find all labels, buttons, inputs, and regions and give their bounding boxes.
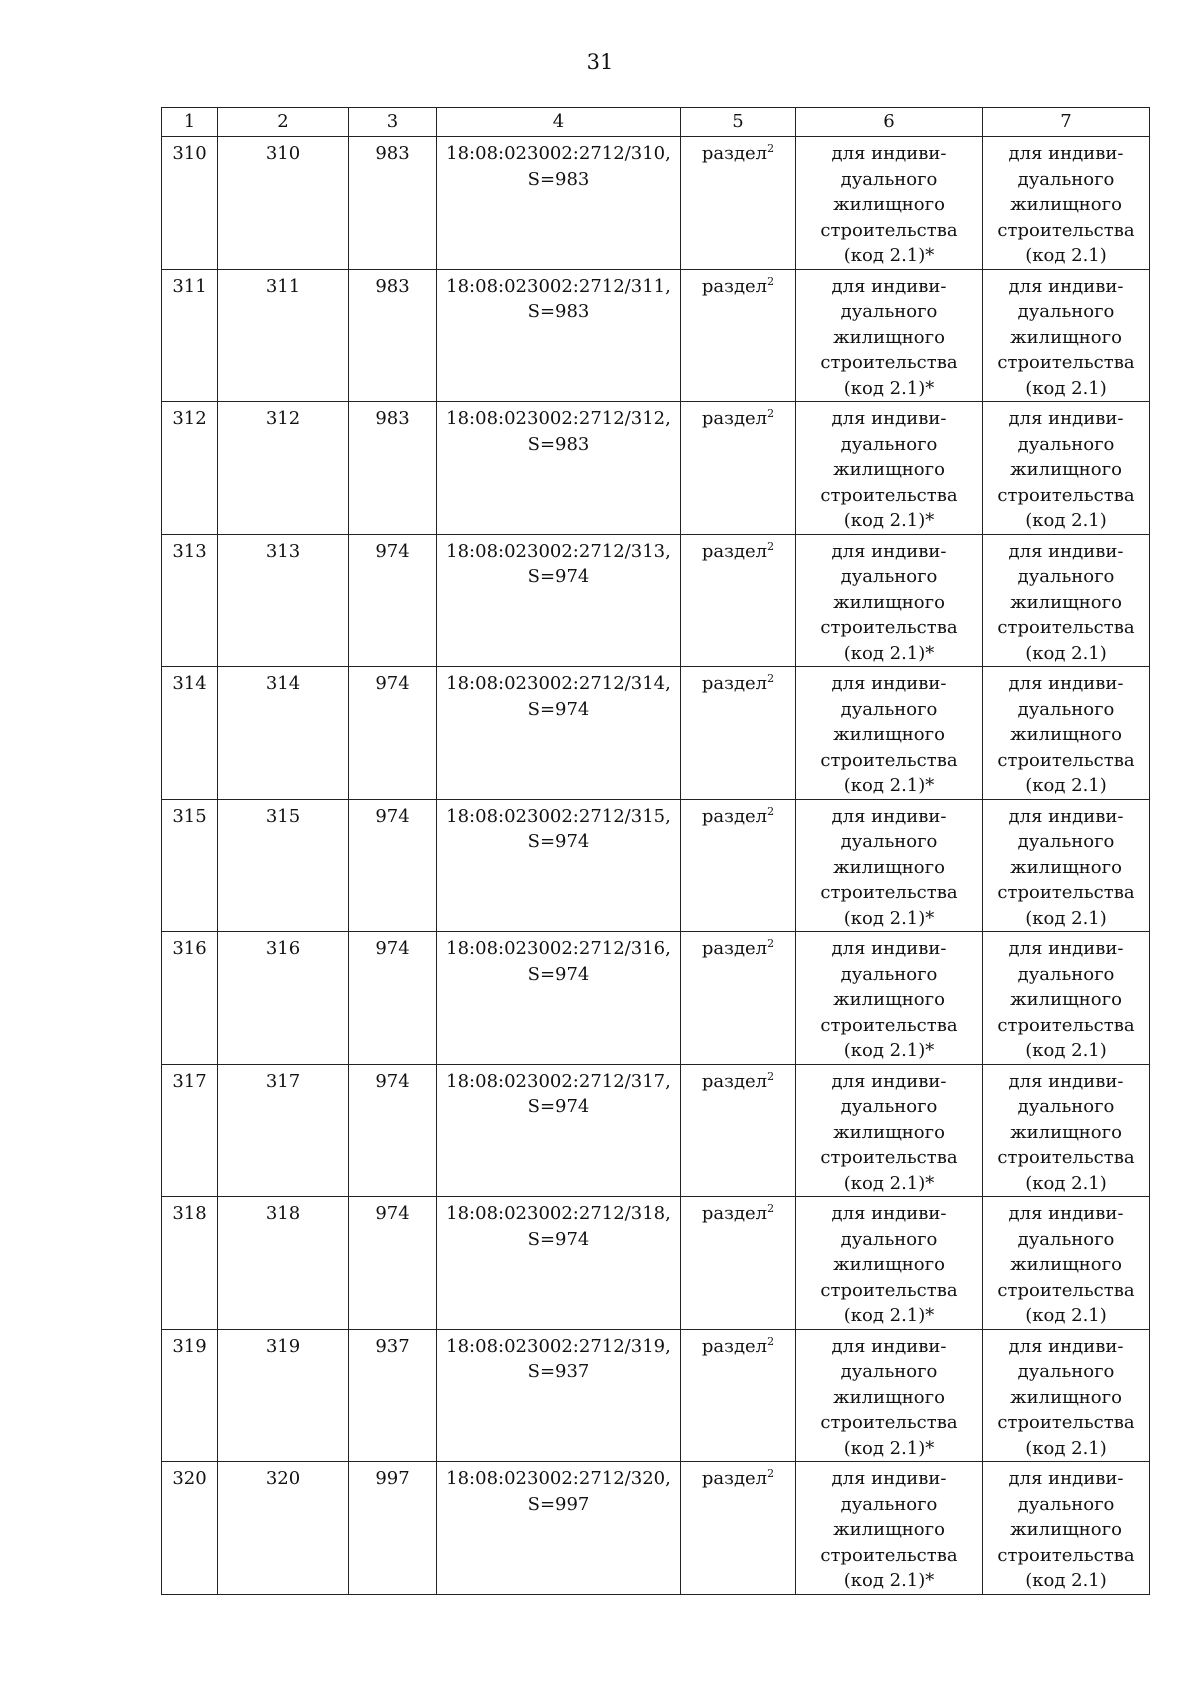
permitted-use-line: для индиви- xyxy=(831,540,947,562)
table-row xyxy=(162,269,1150,402)
formation-method: раздел xyxy=(701,143,768,164)
conditional-number-cell: 316 xyxy=(218,932,349,1065)
formation-method-cell xyxy=(681,534,796,667)
area-label: S=974 xyxy=(527,831,590,852)
land-use-line: (код 2.1) xyxy=(1025,1040,1107,1061)
permitted-use-line: дуального xyxy=(840,1361,938,1382)
land-use-line: строительства xyxy=(997,882,1135,903)
footnote-mark: 2 xyxy=(767,1069,775,1083)
permitted-use-line: (код 2.1)* xyxy=(843,1305,935,1326)
cadastral-number-cell xyxy=(437,402,681,535)
cadastral-number: 18:08:023002:2712/317, xyxy=(446,1070,671,1092)
land-use-line: строительства xyxy=(997,1544,1135,1566)
land-use-line: дуального xyxy=(1017,963,1115,985)
land-use-line: строительства xyxy=(997,749,1135,771)
footnote-mark: 2 xyxy=(767,1202,775,1215)
land-use-line: для индиви- xyxy=(1008,408,1124,429)
plot-number-cell: 312 xyxy=(162,402,218,535)
conditional-number-cell: 310 xyxy=(218,137,349,270)
permitted-use-line: (код 2.1)* xyxy=(843,1172,935,1194)
land-use-line: строительства xyxy=(997,484,1135,506)
land-use-line: (код 2.1) xyxy=(1025,1437,1107,1459)
conditional-number-cell: 317 xyxy=(218,1064,349,1197)
column-header: 1 xyxy=(162,108,218,137)
land-use-line: строительства xyxy=(997,617,1135,638)
land-use-line: дуального xyxy=(1017,1096,1115,1117)
land-use-line: дуального xyxy=(1017,698,1115,720)
land-use-line: дуального xyxy=(1017,301,1115,322)
footnote-mark: 2 xyxy=(767,1467,775,1480)
land-use-line: дуального xyxy=(1017,168,1115,190)
land-use-line: жилищного xyxy=(1010,194,1122,215)
table-body xyxy=(162,137,1150,1595)
permitted-use-line: дуального xyxy=(840,301,938,322)
land-use-line: (код 2.1) xyxy=(1025,642,1107,664)
footnote-mark: 2 xyxy=(767,142,775,155)
permitted-use-cell xyxy=(796,402,983,535)
cadastral-number-cell xyxy=(437,1064,681,1197)
permitted-use-line: жилищного xyxy=(833,856,945,878)
table-row xyxy=(162,799,1150,932)
permitted-use-line: для индиви- xyxy=(831,1070,947,1092)
formation-method: раздел xyxy=(701,275,768,297)
area-label: S=997 xyxy=(527,1493,590,1515)
column-header: 7 xyxy=(983,108,1150,137)
area-cell: 937 xyxy=(349,1329,437,1462)
table-row xyxy=(162,932,1150,1065)
land-use-line: строительства xyxy=(997,352,1135,373)
land-plot-table xyxy=(161,107,1150,1595)
area-cell: 974 xyxy=(349,1197,437,1330)
land-use-line: (код 2.1) xyxy=(1025,245,1107,266)
permitted-use-line: строительства xyxy=(820,882,958,903)
cadastral-number: 18:08:023002:2712/314, xyxy=(446,673,671,694)
permitted-use-cell xyxy=(796,799,983,932)
area-cell: 974 xyxy=(349,799,437,932)
land-use-line: дуального xyxy=(1017,831,1115,852)
plot-number-cell: 318 xyxy=(162,1197,218,1330)
land-use-line: жилищного xyxy=(1010,459,1122,480)
area-cell: 974 xyxy=(349,1064,437,1197)
formation-method: раздел xyxy=(701,673,768,694)
footnote-mark: 2 xyxy=(767,407,775,420)
permitted-use-line: строительства xyxy=(820,1279,958,1301)
permitted-use-line: (код 2.1)* xyxy=(843,245,935,266)
column-header: 2 xyxy=(218,108,349,137)
land-use-line: дуального xyxy=(1017,433,1115,455)
permitted-use-line: строительства xyxy=(820,1014,958,1036)
permitted-use-line: строительства xyxy=(820,1544,958,1566)
land-use-line: для индиви- xyxy=(1008,1203,1124,1224)
land-use-type-cell xyxy=(983,402,1150,535)
land-use-line: (код 2.1) xyxy=(1025,377,1107,399)
permitted-use-line: для индиви- xyxy=(831,673,947,694)
plot-number-cell: 320 xyxy=(162,1462,218,1595)
land-use-line: жилищного xyxy=(1010,989,1122,1010)
area-label: S=974 xyxy=(527,566,590,587)
table-row xyxy=(162,402,1150,535)
permitted-use-line: для индиви- xyxy=(831,805,947,827)
conditional-number-cell: 319 xyxy=(218,1329,349,1462)
land-use-line: дуального xyxy=(1017,566,1115,587)
permitted-use-line: для индиви- xyxy=(831,1468,947,1489)
permitted-use-line: (код 2.1)* xyxy=(843,642,935,664)
permitted-use-cell xyxy=(796,932,983,1065)
permitted-use-line: дуального xyxy=(840,566,938,587)
conditional-number-cell: 314 xyxy=(218,667,349,800)
table-row xyxy=(162,137,1150,270)
cadastral-number-cell xyxy=(437,799,681,932)
land-use-line: дуального xyxy=(1017,1493,1115,1515)
land-use-line: жилищного xyxy=(1010,591,1122,613)
land-use-type-cell xyxy=(983,1064,1150,1197)
permitted-use-line: (код 2.1)* xyxy=(843,1570,935,1591)
land-use-type-cell xyxy=(983,1197,1150,1330)
cadastral-number-cell xyxy=(437,667,681,800)
permitted-use-line: дуального xyxy=(840,168,938,190)
permitted-use-line: жилищного xyxy=(833,1121,945,1143)
permitted-use-line: (код 2.1)* xyxy=(843,377,935,399)
formation-method: раздел xyxy=(701,1070,768,1092)
cadastral-number: 18:08:023002:2712/319, xyxy=(446,1335,671,1357)
footnote-mark: 2 xyxy=(767,672,775,685)
permitted-use-line: дуального xyxy=(840,831,938,852)
permitted-use-line: строительства xyxy=(820,219,958,241)
plot-number-cell: 317 xyxy=(162,1064,218,1197)
permitted-use-line: строительства xyxy=(820,749,958,771)
table-row xyxy=(162,534,1150,667)
permitted-use-line: строительства xyxy=(820,484,958,506)
permitted-use-line: для индиви- xyxy=(831,1335,947,1357)
permitted-use-line: жилищного xyxy=(833,194,945,215)
formation-method-cell xyxy=(681,667,796,800)
land-use-line: строительства xyxy=(997,1279,1135,1301)
column-header: 5 xyxy=(681,108,796,137)
cadastral-number-cell xyxy=(437,534,681,667)
land-use-line: жилищного xyxy=(1010,1254,1122,1275)
column-header: 3 xyxy=(349,108,437,137)
plot-number-cell: 315 xyxy=(162,799,218,932)
formation-method-cell xyxy=(681,269,796,402)
formation-method-cell xyxy=(681,1064,796,1197)
land-use-line: для индиви- xyxy=(1008,1335,1124,1357)
conditional-number-cell: 318 xyxy=(218,1197,349,1330)
formation-method-cell xyxy=(681,1329,796,1462)
conditional-number-cell: 312 xyxy=(218,402,349,535)
conditional-number-cell: 315 xyxy=(218,799,349,932)
footnote-mark: 2 xyxy=(767,804,775,818)
cadastral-number: 18:08:023002:2712/316, xyxy=(446,938,671,959)
permitted-use-cell xyxy=(796,269,983,402)
area-cell: 997 xyxy=(349,1462,437,1595)
footnote-mark: 2 xyxy=(767,274,775,288)
area-cell: 974 xyxy=(349,667,437,800)
permitted-use-line: жилищного xyxy=(833,1254,945,1275)
permitted-use-line: жилищного xyxy=(833,1519,945,1540)
land-use-line: (код 2.1) xyxy=(1025,1172,1107,1194)
land-use-line: для индиви- xyxy=(1008,1070,1124,1092)
cadastral-number-cell xyxy=(437,1197,681,1330)
cadastral-number-cell xyxy=(437,1462,681,1595)
cadastral-number: 18:08:023002:2712/312, xyxy=(446,408,671,429)
cadastral-number-cell xyxy=(437,932,681,1065)
permitted-use-line: жилищного xyxy=(833,1386,945,1408)
table-row xyxy=(162,1462,1150,1595)
permitted-use-line: для индиви- xyxy=(831,143,947,164)
land-use-line: жилищного xyxy=(1010,1121,1122,1143)
permitted-use-line: для индиви- xyxy=(831,1203,947,1224)
area-label: S=974 xyxy=(527,1228,590,1250)
footnote-mark: 2 xyxy=(767,937,775,950)
area-label: S=937 xyxy=(527,1361,590,1382)
formation-method-cell xyxy=(681,1197,796,1330)
footnote-mark: 2 xyxy=(767,1334,775,1348)
land-use-line: строительства xyxy=(997,1014,1135,1036)
land-use-type-cell xyxy=(983,1462,1150,1595)
permitted-use-line: жилищного xyxy=(833,459,945,480)
area-cell: 983 xyxy=(349,402,437,535)
land-use-line: (код 2.1) xyxy=(1025,1305,1107,1326)
cadastral-number-cell xyxy=(437,137,681,270)
permitted-use-line: жилищного xyxy=(833,591,945,613)
permitted-use-cell xyxy=(796,1197,983,1330)
table-row xyxy=(162,1064,1150,1197)
permitted-use-line: строительства xyxy=(820,617,958,638)
land-use-line: для индиви- xyxy=(1008,805,1124,827)
area-label: S=974 xyxy=(527,1096,590,1117)
cadastral-number: 18:08:023002:2712/320, xyxy=(446,1468,671,1489)
column-header: 6 xyxy=(796,108,983,137)
area-label: S=983 xyxy=(527,168,590,190)
land-use-line: строительства xyxy=(997,1147,1135,1168)
permitted-use-line: (код 2.1)* xyxy=(843,1040,935,1061)
land-use-line: дуального xyxy=(1017,1228,1115,1250)
formation-method-cell xyxy=(681,137,796,270)
area-cell: 974 xyxy=(349,932,437,1065)
permitted-use-line: строительства xyxy=(820,1147,958,1168)
land-use-line: для индиви- xyxy=(1008,540,1124,562)
land-use-line: для индиви- xyxy=(1008,143,1124,164)
area-label: S=983 xyxy=(527,433,590,455)
cadastral-number: 18:08:023002:2712/313, xyxy=(446,540,671,562)
permitted-use-line: (код 2.1)* xyxy=(843,510,935,531)
land-use-line: строительства xyxy=(997,1412,1135,1433)
permitted-use-cell xyxy=(796,1462,983,1595)
table-row xyxy=(162,667,1150,800)
land-use-line: для индиви- xyxy=(1008,673,1124,694)
land-use-line: (код 2.1) xyxy=(1025,1570,1107,1591)
cadastral-number-cell xyxy=(437,269,681,402)
land-use-line: строительства xyxy=(997,219,1135,241)
permitted-use-line: жилищного xyxy=(833,724,945,745)
formation-method: раздел xyxy=(701,1335,768,1357)
table-row xyxy=(162,1329,1150,1462)
permitted-use-line: дуального xyxy=(840,698,938,720)
permitted-use-cell xyxy=(796,667,983,800)
formation-method: раздел xyxy=(701,1468,768,1489)
land-use-type-cell xyxy=(983,1329,1150,1462)
land-use-line: для индиви- xyxy=(1008,275,1124,297)
formation-method: раздел xyxy=(701,938,768,959)
land-use-line: жилищного xyxy=(1010,724,1122,745)
land-use-line: жилищного xyxy=(1010,856,1122,878)
plot-number-cell: 319 xyxy=(162,1329,218,1462)
land-use-type-cell xyxy=(983,137,1150,270)
area-label: S=974 xyxy=(527,963,590,985)
formation-method-cell xyxy=(681,1462,796,1595)
permitted-use-cell xyxy=(796,1064,983,1197)
permitted-use-line: для индиви- xyxy=(831,408,947,429)
formation-method: раздел xyxy=(701,1203,768,1224)
cadastral-number: 18:08:023002:2712/315, xyxy=(446,805,671,827)
permitted-use-cell xyxy=(796,137,983,270)
permitted-use-line: дуального xyxy=(840,1228,938,1250)
land-use-type-cell xyxy=(983,799,1150,932)
column-header: 4 xyxy=(437,108,681,137)
plot-number-cell: 311 xyxy=(162,269,218,402)
conditional-number-cell: 320 xyxy=(218,1462,349,1595)
cadastral-number: 18:08:023002:2712/311, xyxy=(446,275,671,297)
permitted-use-line: дуального xyxy=(840,1493,938,1515)
table-header-row xyxy=(162,108,1150,137)
land-use-line: жилищного xyxy=(1010,326,1122,348)
plot-number-cell: 313 xyxy=(162,534,218,667)
land-use-line: для индиви- xyxy=(1008,1468,1124,1489)
formation-method: раздел xyxy=(701,408,768,429)
permitted-use-line: дуального xyxy=(840,433,938,455)
formation-method-cell xyxy=(681,932,796,1065)
cadastral-number-cell xyxy=(437,1329,681,1462)
land-use-line: для индиви- xyxy=(1008,938,1124,959)
land-use-line: (код 2.1) xyxy=(1025,510,1107,531)
plot-number-cell: 314 xyxy=(162,667,218,800)
permitted-use-line: для индиви- xyxy=(831,275,947,297)
land-use-type-cell xyxy=(983,667,1150,800)
area-cell: 974 xyxy=(349,534,437,667)
footnote-mark: 2 xyxy=(767,539,775,553)
permitted-use-line: дуального xyxy=(840,963,938,985)
permitted-use-line: жилищного xyxy=(833,326,945,348)
page-number: 31 xyxy=(586,50,614,74)
plot-number-cell: 310 xyxy=(162,137,218,270)
permitted-use-line: (код 2.1)* xyxy=(843,907,935,929)
permitted-use-cell xyxy=(796,534,983,667)
permitted-use-cell xyxy=(796,1329,983,1462)
conditional-number-cell: 313 xyxy=(218,534,349,667)
land-use-line: жилищного xyxy=(1010,1386,1122,1408)
land-use-line: (код 2.1) xyxy=(1025,907,1107,929)
cadastral-number: 18:08:023002:2712/310, xyxy=(446,143,671,164)
formation-method-cell xyxy=(681,799,796,932)
land-use-type-cell xyxy=(983,269,1150,402)
land-use-line: жилищного xyxy=(1010,1519,1122,1540)
area-cell: 983 xyxy=(349,269,437,402)
area-cell: 983 xyxy=(349,137,437,270)
area-label: S=974 xyxy=(527,698,590,720)
land-use-line: (код 2.1) xyxy=(1025,775,1107,796)
land-use-type-cell xyxy=(983,534,1150,667)
permitted-use-line: строительства xyxy=(820,352,958,373)
formation-method-cell xyxy=(681,402,796,535)
plot-number-cell: 316 xyxy=(162,932,218,1065)
land-use-type-cell xyxy=(983,932,1150,1065)
land-use-line: дуального xyxy=(1017,1361,1115,1382)
permitted-use-line: строительства xyxy=(820,1412,958,1433)
cadastral-number: 18:08:023002:2712/318, xyxy=(446,1203,671,1224)
permitted-use-line: (код 2.1)* xyxy=(843,775,935,796)
permitted-use-line: для индиви- xyxy=(831,938,947,959)
formation-method: раздел xyxy=(701,805,768,827)
permitted-use-line: дуального xyxy=(840,1096,938,1117)
permitted-use-line: жилищного xyxy=(833,989,945,1010)
table-row xyxy=(162,1197,1150,1330)
permitted-use-line: (код 2.1)* xyxy=(843,1437,935,1459)
conditional-number-cell: 311 xyxy=(218,269,349,402)
area-label: S=983 xyxy=(527,301,590,322)
formation-method: раздел xyxy=(701,540,768,562)
